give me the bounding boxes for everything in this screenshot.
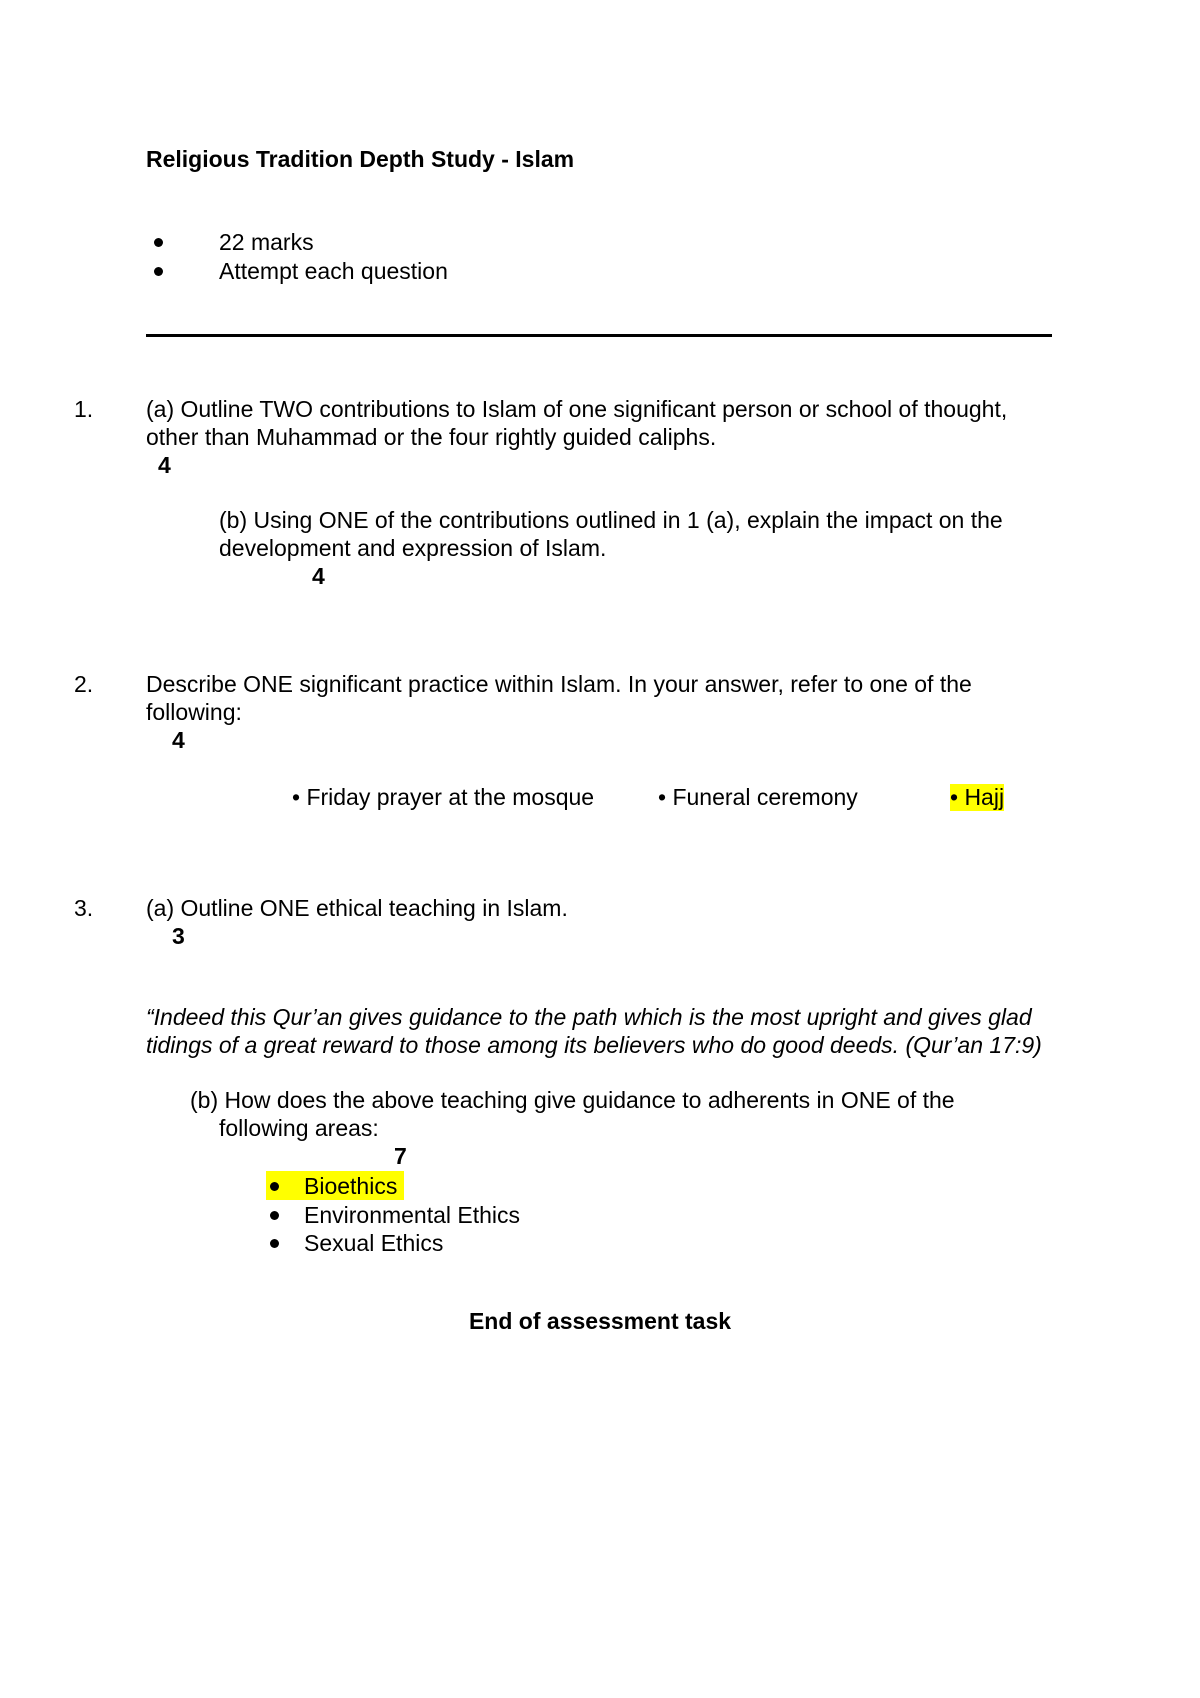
marks-info: 22 marks <box>219 229 314 255</box>
question-3b-marks: 7 <box>394 1143 407 1169</box>
question-1a-marks: 4 <box>158 452 171 478</box>
question-1b-marks: 4 <box>312 563 325 589</box>
question-3b-line2: following areas: <box>219 1115 379 1141</box>
quran-quote-line2: tidings of a great reward to those among its believers who do good deeds. (Qur’an 17:9) <box>146 1032 1042 1058</box>
practice-option-hajj: • Hajj <box>950 784 1005 810</box>
practice-option-funeral: • Funeral ceremony <box>658 784 858 810</box>
question-3a-line: (a) Outline ONE ethical teaching in Islam. <box>146 895 568 921</box>
bullet-dot <box>154 238 163 247</box>
bullet-dot <box>270 1239 279 1248</box>
question-1a-line2: other than Muhammad or the four rightly guided caliphs. <box>146 424 717 450</box>
area-sexual-ethics: Sexual Ethics <box>304 1230 444 1256</box>
area-environmental-ethics: Environmental Ethics <box>304 1202 521 1228</box>
question-2-line1: Describe ONE significant practice within Islam. In your answer, refer to one of the <box>146 671 972 697</box>
quran-quote-line1: “Indeed this Qur’an gives guidance to the path which is the most upright and gives glad <box>146 1004 1032 1030</box>
question-1b-line2: development and expression of Islam. <box>219 535 607 561</box>
question-1a-line1: (a) Outline TWO contributions to Islam of one significant person or school of thought, <box>146 396 1008 422</box>
question-1-number: 1. <box>74 396 94 422</box>
question-3b-line1: (b) How does the above teaching give guidance to adherents in ONE of the <box>190 1087 955 1113</box>
instruction-info: Attempt each question <box>219 258 448 284</box>
question-1b-line1: (b) Using ONE of the contributions outlined in 1 (a), explain the impact on the <box>219 507 1003 533</box>
bullet-dot <box>270 1182 279 1191</box>
bullet-dot <box>270 1211 279 1220</box>
section-divider <box>146 334 1052 337</box>
bullet-dot <box>154 267 163 276</box>
question-3a-marks: 3 <box>172 923 185 949</box>
question-2-line2: following: <box>146 699 242 725</box>
page-title: Religious Tradition Depth Study - Islam <box>146 146 575 172</box>
area-bioethics: Bioethics <box>304 1173 398 1199</box>
question-2-marks: 4 <box>172 727 185 753</box>
end-of-task: End of assessment task <box>468 1308 732 1334</box>
question-2-number: 2. <box>74 671 94 697</box>
practice-option-friday-prayer: • Friday prayer at the mosque <box>292 784 595 810</box>
question-3-number: 3. <box>74 895 94 921</box>
